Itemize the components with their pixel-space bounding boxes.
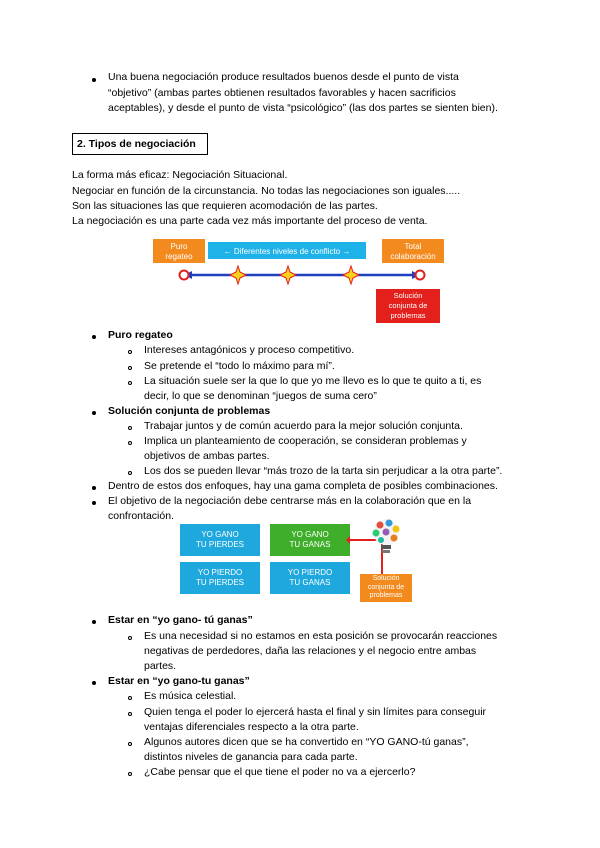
star-marker-2	[280, 266, 296, 284]
conflict-spectrum-figure	[150, 237, 450, 325]
estar-2-item-3b: distintos niveles de ganancia para cada parte.	[144, 751, 358, 763]
estar-2-item-1: Es música celestial.	[144, 690, 237, 702]
bullet-dot	[92, 411, 96, 415]
total-colaboracion-label-2: colaboración	[390, 252, 436, 261]
axis-endpoint-right	[416, 271, 425, 280]
intro-line-1: Una buena negociación produce resultados buenos desde el punto de vista	[108, 71, 459, 83]
solucion-title: Solución conjunta de problemas	[108, 405, 271, 417]
puro-regateo-item-3a: La situación suele ser la que lo que yo me llevo es lo que te quito a ti, es	[144, 375, 482, 387]
bullet-dot	[92, 681, 96, 685]
tile-tl-line1: YO GANO	[201, 530, 239, 539]
solucion-label-2: conjunta de	[388, 301, 428, 310]
solucion-item-2a: Implica un planteamiento de cooperación, se consideran problemas y	[144, 435, 467, 447]
star-marker-3	[343, 266, 359, 284]
estar-1-item-c: partes.	[144, 660, 177, 672]
solucion-tag-line1: Solución	[372, 575, 400, 583]
sub-bullet	[128, 366, 132, 370]
tile-tr-line1: YO GANO	[291, 530, 329, 539]
extra-item-2b: confrontación.	[108, 510, 174, 522]
paragraph-3: Son las situaciones las que requieren acomodación de las partes.	[72, 200, 378, 212]
axis-endpoint-left	[180, 271, 189, 280]
sub-bullet	[128, 696, 132, 700]
tile-bl-line2: TU PIERDES	[195, 578, 244, 587]
sub-bullet	[128, 742, 132, 746]
tile-br-line2: TU GANAS	[289, 578, 331, 587]
sub-bullet	[128, 350, 132, 354]
puro-regateo-label-1: Puro	[170, 242, 188, 251]
conflict-levels-label: ← Diferentes niveles de conflicto →	[223, 247, 351, 256]
puro-regateo-item-2: Se pretende el “todo lo máximo para mí”.	[144, 360, 335, 372]
bullet-dot	[92, 501, 96, 505]
solucion-tag-text	[360, 574, 412, 602]
bullet-dot	[92, 335, 96, 339]
estar-2-item-4: ¿Cabe pensar que el que tiene el poder no va a ejercerlo?	[144, 766, 416, 778]
intro-line-2: “objetivo” (ambas partes obtienen resultados favorables y hacen sacrificios	[108, 87, 456, 99]
tile-yo-gano-tu-pierdes	[180, 524, 260, 556]
bullet-dot	[92, 620, 96, 624]
solucion-item-2b: objetivos de ambas partes.	[144, 450, 270, 462]
tile-yo-pierdo-tu-ganas	[270, 562, 350, 594]
star-marker-1	[230, 266, 246, 284]
solucion-item-1: Trabajar juntos y de común acuerdo para la mejor solución conjunta.	[144, 420, 463, 432]
solucion-tag-line2: conjunta de	[367, 583, 405, 591]
extra-item-1: Dentro de estos dos enfoques, hay una gama completa de posibles combinaciones.	[108, 480, 498, 492]
estar-2-title: Estar en “yo gano-tu ganas”	[108, 675, 250, 687]
connector-arrowhead	[346, 536, 350, 544]
lightbulb-icon	[373, 519, 400, 553]
tile-tr-line2: TU GANAS	[289, 540, 331, 549]
intro-line-3: aceptables), y desde el punto de vista “psicológico” (las dos partes se sienten bien).	[108, 102, 498, 114]
tile-br-line1: YO PIERDO	[287, 568, 333, 577]
puro-regateo-label-2: regateo	[165, 252, 193, 261]
sub-bullet	[128, 636, 132, 640]
estar-1-item-b: negativas de perdedores, daña las relaciones y el negocio entre ambas	[144, 645, 477, 657]
sub-bullet	[128, 772, 132, 776]
sub-bullet	[128, 712, 132, 716]
bullet-dot	[92, 486, 96, 490]
puro-regateo-item-3b: decir, lo que se denominan “juegos de suma cero”	[144, 390, 377, 402]
sub-bullet	[128, 381, 132, 385]
paragraph-2: Negociar en función de la circunstancia. No todas las negociaciones son iguales.....	[72, 185, 461, 197]
estar-2-item-2a: Quien tenga el poder lo ejercerá hasta el final y sin límites para conseguir	[144, 706, 487, 718]
extra-item-2a: El objetivo de la negociación debe centrarse más en la colaboración que en la	[108, 495, 472, 507]
bullet-dot	[92, 78, 96, 82]
tile-yo-gano-tu-ganas	[270, 524, 350, 556]
solucion-label-3: problemas	[390, 311, 426, 320]
paragraph-1: La forma más eficaz: Negociación Situacional.	[72, 169, 288, 181]
solucion-tag-line3: problemas	[369, 592, 403, 600]
tile-bl-line1: YO PIERDO	[197, 568, 243, 577]
total-colaboracion-label-1: Total	[404, 242, 422, 251]
tile-tl-line2: TU PIERDES	[195, 540, 244, 549]
sub-bullet	[128, 426, 132, 430]
estar-1-title: Estar en “yo gano- tú ganas”	[108, 614, 253, 626]
solucion-item-3: Los dos se pueden llevar “más trozo de la tarta sin perjudicar a la otra parte”.	[144, 465, 503, 477]
sub-bullet	[128, 441, 132, 445]
paragraph-4: La negociación es una parte cada vez más importante del proceso de venta.	[72, 215, 428, 227]
estar-2-item-3a: Algunos autores dicen que se ha convertido en “YO GANO-tú ganas”,	[144, 736, 469, 748]
puro-regateo-item-1: Intereses antagónicos y proceso competitivo.	[144, 344, 355, 356]
sub-bullet	[128, 471, 132, 475]
estar-1-item-a: Es una necesidad si no estamos en esta posición se provocarán reacciones	[144, 630, 498, 642]
tile-yo-pierdo-tu-pierdes	[180, 562, 260, 594]
estar-2-item-2b: ventajas diferenciales respecto a la otra parte.	[144, 721, 359, 733]
section-heading: 2. Tipos de negociación	[72, 133, 208, 155]
puro-regateo-title: Puro regateo	[108, 329, 173, 341]
solucion-label-1: Solución	[393, 291, 423, 300]
